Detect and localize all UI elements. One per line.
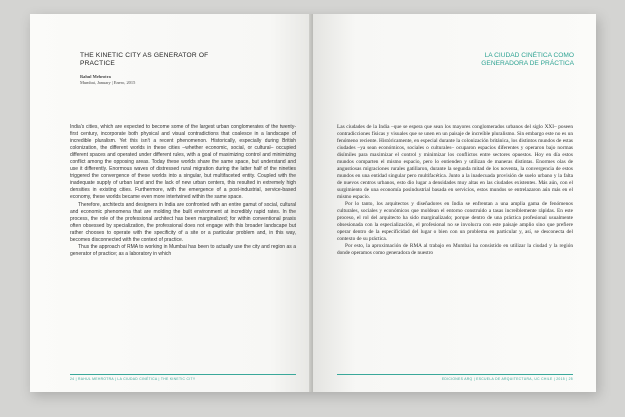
right-page	[313, 14, 596, 392]
author-place-date: Mumbai, January | Enero, 2015	[80, 79, 136, 85]
paragraph: Thus the approach of RMA to working in Mumbai has been to actually use the city and region as a generator of practice; as a laboratory in which	[70, 243, 296, 257]
paragraph: Por esto, la aproximación de RMA al trabajo en Mumbai ha consistido en utilizar la ciudad y la región donde operamos como generadora de nuestro	[337, 243, 573, 256]
left-page	[30, 14, 313, 392]
left-page-footer: 24 | RAHUL MEHROTRA | LA CIUDAD CINÉTICA | THE KINETIC CITY	[70, 374, 296, 381]
paragraph: Therefore, architects and designers in India are confronted with an entire gamut of social, cultural and economic phenomena that are molding the built environment at incredibly rapid rates. In the process, the role of the professional architect has been marginalized; for within conventional praxis often obsessed by specialization, the professional does not engage with this broader landscape but rather chooses to operate with the specificity of a site or a particular problem and, in this way, becomes disconnected with the context of practice.	[70, 201, 296, 243]
author-block	[80, 74, 220, 85]
right-page-body	[337, 124, 573, 354]
right-page-footer: EDICIONES ARQ | ESCUELA DE ARQUITECTURA, UC CHILE | 2015 | 25	[337, 374, 573, 381]
paragraph: India's cities, which are expected to become some of the largest urban conglomerates of the twenty-first century, incorporate both physical and visual contradictions that coalesce in a landscape of incredible pluralism. Yet this isn't a recent phenomenon. Historically, especially during British colonization, the different worlds in these cities –whether economic, social, or cultural– occupied different spaces and operated under different rules, with a goal of maximizing control and minimizing conflict among the opposing areas. Today these worlds share the same space, but understand and use it differently. Enormous waves of distressed rural migration during the latter half of the nineties triggered the convergence of these worlds into a singular, but multifaceted entity. Coupled with the inadequate supply of urban land and the lack of new urban centers, this resulted in extremely high densities in existing cities. Furthermore, with the emergence of a post-industrial, service-based economy, these worlds became even more intertwined within the same space.	[70, 124, 296, 201]
paragraph: Por lo tanto, los arquitectos y diseñadores en India se enfrentan a una amplia gama de fenómenos culturales, sociales y económicos que moldean el entorno construido a tasas increíblemente rápidas. En este proceso, el rol del arquitecto ha sido marginalizado; porque dentro de una práctica profesional usualmente obsesionada con la especialización, el profesional no se involucra con este paisaje amplio sino que prefiere operar dentro de la especificidad del lugar o bien con un problema en particular y, así, se desconecta del contexto de su práctica.	[337, 201, 573, 242]
paragraph: Las ciudades de la India –que se espera que sean los mayores conglomerados urbanos del siglo XXI– poseen contradicciones físicas y visuales que se unen en un paisaje de increíble pluralismo. Sin embargo este no es un fenómeno reciente. Históricamente, en especial durante la colonización británica, los distintos mundos de estas ciudades –ya sean económicos, sociales o culturales– ocuparon espacios diferentes y operaron bajo normas disímiles para maximizar el control y minimizar los conflictos entre sectores opuestos. Hoy en día estos mundos comparten el mismo espacio, pero lo entienden y utilizan de maneras distintas. Enormes olas de angustiosas migraciones rurales gatillaron, durante la segunda mitad de los noventa, la convergencia de estos mundos en una entidad singular pero multifacética. Junto a la inadecuada provisión de suelo urbano y la falta de nuevos centros urbanos, esto dio lugar a densidades muy altas en las ciudades existentes. Más aún, con el surgimiento de una economía posindustrial basada en servicios, estos mundos se entrelazaron aún más en el mismo espacio.	[337, 124, 573, 200]
left-page-body	[70, 124, 296, 352]
author-name: Rahul Mehrotra	[80, 74, 111, 79]
left-page-title: THE KINETIC CITY AS GENERATOR OF PRACTICE	[80, 52, 209, 68]
right-page-title: LA CIUDAD CINÉTICA COMO GENERADORA DE PRÁCTICA	[481, 52, 574, 68]
